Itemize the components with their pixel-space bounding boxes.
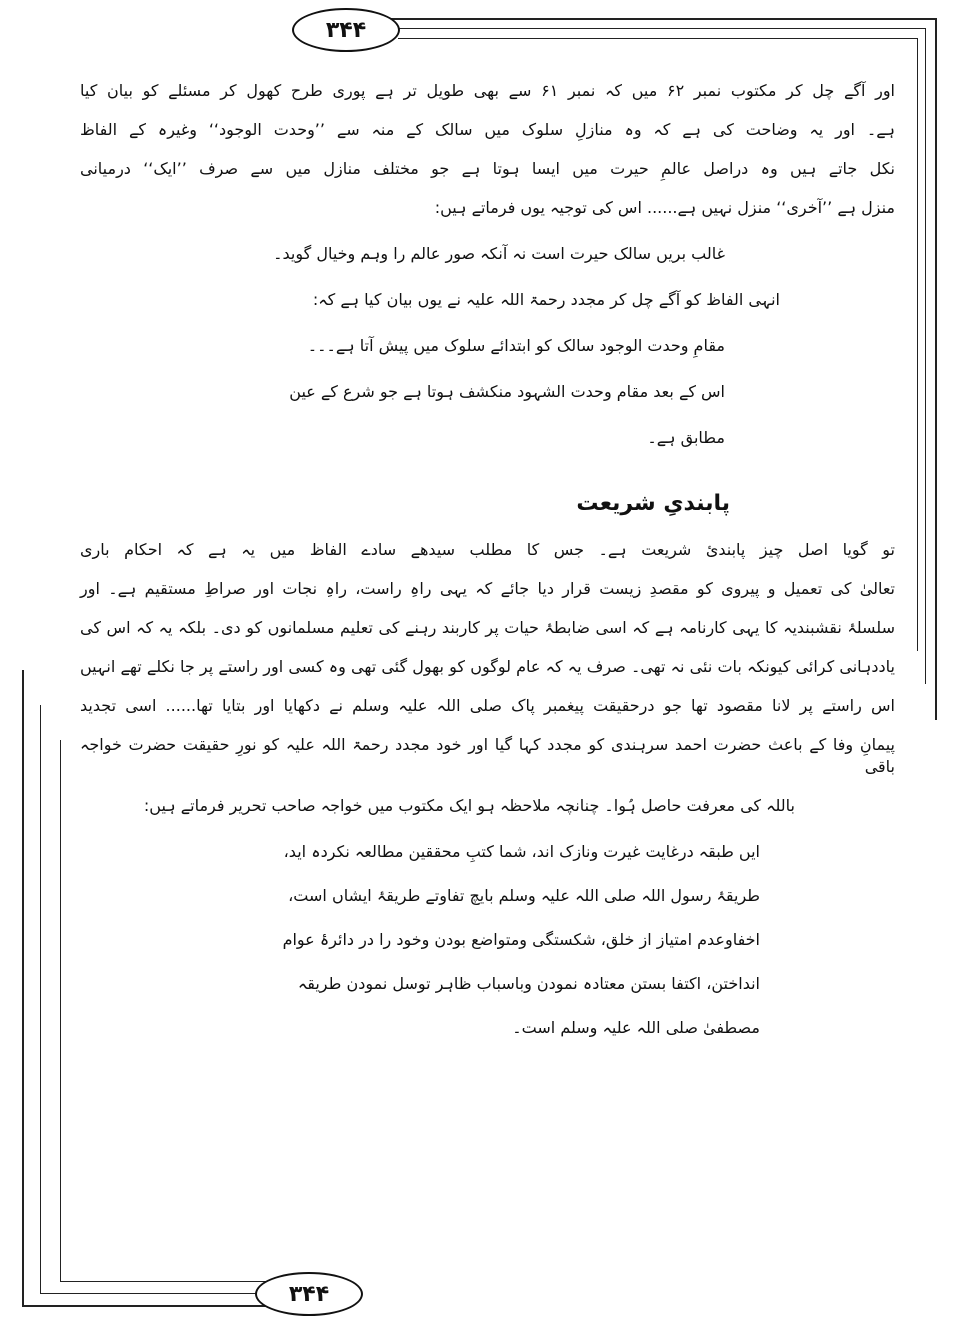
page-number-bottom: ۳۴۴ (255, 1272, 363, 1316)
persian-quote: غالب بریں سالک حیرت است نہ آنکہ صور عالم را وہم وخیال گوید۔ (273, 244, 725, 263)
persian-quote-line: انداختن، اکتفا بستن معتادہ نمودن وباسباب ظاہر توسل نمودن طریقہ (297, 974, 760, 993)
persian-quote-line: اخفاوعدم امتیاز از خلق، شکستگی ومتواضع بودن وخود را در دائرۂ عوام (282, 930, 760, 949)
paragraph1-line: اور آگے چل کر مکتوب نمبر ۶۲ میں کہ نمبر ۶۱ سے بھی طویل تر ہے پوری طرح کھول کر مسئلے کو بیان کیا (80, 81, 895, 100)
paragraph2-line: تو گویا اصل چیز پابندیٔ شریعت ہے۔ جس کا مطلب سیدھے سادے الفاظ میں یہ ہے کہ احکام باری (80, 540, 895, 559)
page-number-top: ۳۴۴ (292, 8, 400, 52)
paragraph2-line: پیمانِ وفا کے باعث حضرت احمد سرہندی کو مجدد کہا گیا اور خود مجدد رحمۃ اللہ علیہ کو نورِ حقیقت حضرت خواجہ باقی (80, 735, 895, 776)
paragraph1-line: ہے۔ اور یہ وضاحت کی ہے کہ وہ منازلِ سلوک میں سالک کے منہ سے ’’وحدت الوجود‘‘ وغیرہ کے الفاظ (80, 120, 895, 139)
page-body (80, 80, 895, 1061)
quote-line: مقامِ وحدت الوجود سالک کو ابتدائے سلوک میں پیش آتا ہے۔۔۔ (307, 336, 725, 355)
persian-quote-line: طریقۂ رسول اللہ صلی اللہ علیہ وسلم بایچ تفاوتے طریقۂ ایشاں است، (288, 886, 760, 905)
quote-line: مطابق ہے۔ (647, 428, 725, 447)
section-heading: پابندیِ شریعت (576, 491, 730, 516)
paragraph2-line: تعالیٰ کی تعمیل و پیروی کو مقصدِ زیست قرار دیا جائے کہ یہی راہِ راست، راہِ نجات اور صراطِ مستقیم ہے۔ اور (80, 579, 895, 598)
intro-line: انہی الفاظ کو آگے چل کر مجدد رحمۃ اللہ علیہ نے یوں بیان کیا ہے کہ: (312, 290, 780, 309)
paragraph2-line: اس راستے پر لانا مقصود تھا جو درحقیقت پیغمبر پاک صلی اللہ علیہ وسلم نے دکھایا اور بتایا تھا...... اسی تجدید (80, 696, 895, 715)
persian-quote-line: مصطفیٰ صلی اللہ علیہ وسلم است۔ (512, 1018, 760, 1037)
paragraph2-line: باللہ کی معرفت حاصل ہُوا۔ چنانچہ ملاحظہ ہو ایک مکتوب میں خواجہ صاحب تحریر فرماتے ہیں: (143, 796, 795, 815)
persian-quote-line: ایں طبقہ درغایت غیرت ونازک اند، شما کتبِ محققین مطالعہ نکردہ اید، (283, 842, 760, 861)
paragraph1-line: نکل جاتے ہیں وہ دراصل عالمِ حیرت میں ایسا ہوتا ہے جو مختلف منازل میں سے صرف ’’ایک‘‘ درمیانی (80, 159, 895, 178)
paragraph1-line: منزل ہے ’’آخری‘‘ منزل نہیں ہے...... اس کی توجیہ یوں فرماتے ہیں: (434, 198, 895, 217)
paragraph2-line: یاددہانی کرائی کیونکہ بات نئی نہ تھی۔ صرف یہ کہ عام لوگوں کو بھول گئی تھی وہ کسی اور راستے پر جا نکلے تھے انہیں (80, 657, 895, 676)
quote-line: اس کے بعد مقام وحدت الشہود منکشف ہوتا ہے جو شرع کے عین (289, 382, 725, 401)
paragraph2-line: سلسلۂ نقشبندیہ کا یہی کارنامہ ہے کہ اسی ضابطۂ حیات پر کاربند رہنے کی تعلیم مسلمانوں کو دی۔ بلکہ یہ کہ اس کی (80, 618, 895, 637)
